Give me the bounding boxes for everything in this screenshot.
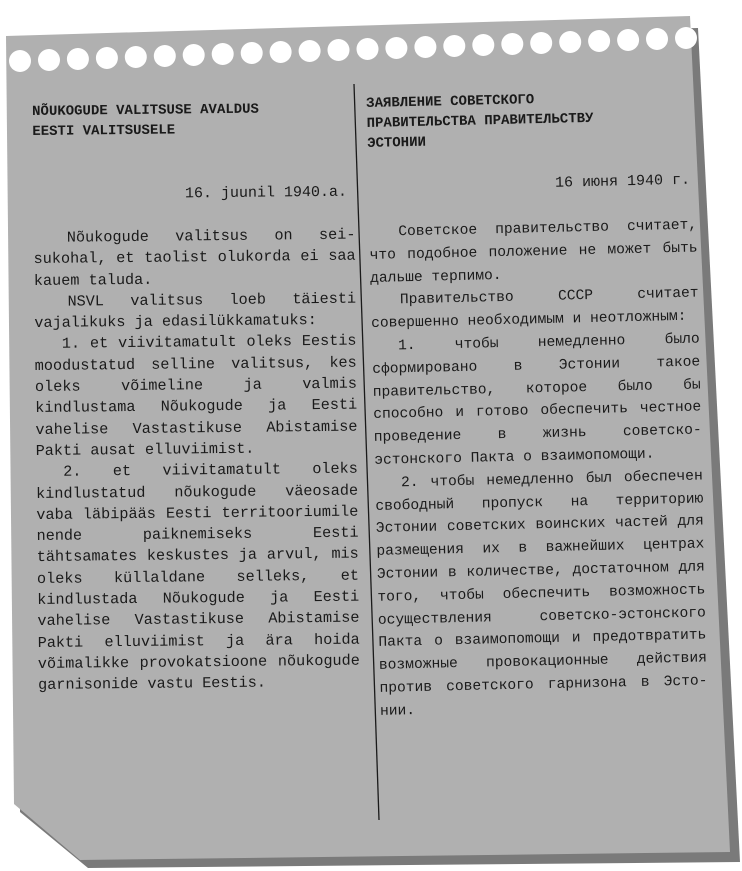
binder-hole [385, 37, 407, 59]
russian-paragraph-2: Правительство СССР считает совершенно необходимым и неотложным: [371, 285, 699, 333]
binder-hole [241, 42, 263, 64]
binder-hole [183, 44, 205, 66]
estonian-paragraph-1: Nõukogude valitsus on seisukohal, et taolist olukorda ei saa kauem taluda. [33, 225, 356, 290]
binder-hole [443, 35, 465, 57]
russian-paragraph-1: Советское правительство считает, что подобное положение не может быть дальше терпимо. [369, 217, 698, 287]
binder-hole [414, 36, 436, 58]
estonian-title: NÕUKOGUDE VALITSUSE AVALDUS EESTI VALITSUSELE [32, 101, 260, 140]
estonian-date: 16. juunil 1940.a. [184, 183, 348, 203]
russian-date: 16 июня 1940 г. [554, 171, 691, 192]
estonian-column [32, 99, 360, 697]
binder-hole [501, 33, 523, 55]
estonian-point-2: 2. et viivitamatult oleks kindlustatud nõukogude väeosade vaba läbipääs Eesti territooriumile nende paiknemiseks Eesti tähtsamates keskustes ja arvul, mis oleks küllaldane selleks, et kindlustada Nõukogude ja Eesti vahelise Vastastikuse Abistamise Pakti elluviimist ja ära hoida võimalikke provokatsioone nõukogude garnisonide vastu Eestis. [36, 459, 360, 695]
binder-hole [212, 43, 234, 65]
binder-hole [154, 45, 176, 67]
binder-hole [96, 47, 118, 69]
binder-hole [588, 30, 610, 52]
binder-hole [328, 39, 350, 61]
binder-hole [125, 46, 147, 68]
binder-hole [9, 50, 31, 72]
russian-title: ЗАЯВЛЕНИЕ СОВЕТСКОГО ПРАВИТЕЛЬСТВА ПРАВИТЕЛЬСТВУ ЭСТОНИИ [366, 92, 594, 152]
binder-hole [357, 38, 379, 60]
russian-point-1: 1. чтобы немедленно было сформировано в Эстонии такое правительство, которое было бы способно и готово обеспечить честное проведение в жизнь советско-эстонского Пакта о взаимопомощи. [372, 331, 702, 469]
binder-hole [530, 32, 552, 54]
binder-hole [559, 31, 581, 53]
russian-point-2: 2. чтобы немедленно был обеспечен свободный пропуск на территорию Эстонии советских воинских частей для размещения их в важнейших центрах Эстонии в количестве, достаточном для того, чтобы обеспечить возможность осуществления советско-эстонского Пакта о взаимопоmощи и предотвратить возможные провокационные действия против советского гарнизона в Эстонии. [375, 468, 708, 720]
binder-hole [270, 41, 292, 63]
binder-hole [675, 27, 697, 49]
estonian-paragraph-2: NSVL valitsus loeb täiesti vajalikuks ja edasilükkamatuks: [34, 289, 357, 333]
binder-hole [617, 29, 639, 51]
binder-hole [67, 48, 89, 70]
estonian-point-1: 1. et viivitamatult oleks Eestis moodustatud selline valitsus, kes oleks võimeline ja valmis kindlustama Nõukogude ja Eesti vahelise Vastastikuse Abistamise Pakti ausat elluviimist. [34, 332, 358, 460]
binder-hole [38, 49, 60, 71]
binder-hole [472, 34, 494, 56]
binder-hole [299, 40, 321, 62]
russian-column [366, 87, 708, 724]
binder-hole [646, 28, 668, 50]
